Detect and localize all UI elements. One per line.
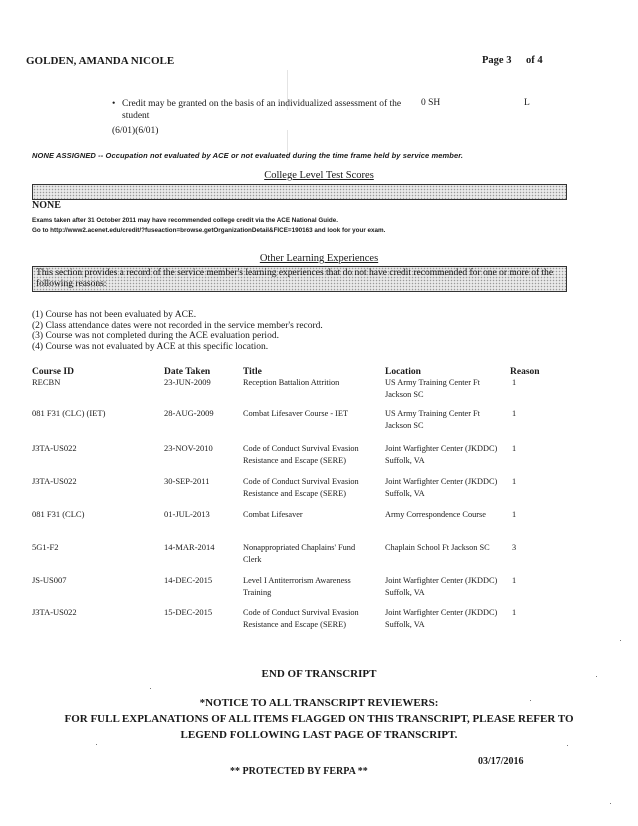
bullet-icon: • xyxy=(112,99,116,109)
reason-code: 1 xyxy=(512,477,517,486)
section-title-other-learning: Other Learning Experiences xyxy=(259,253,379,264)
reason-code: 1 xyxy=(512,409,517,418)
date-taken: 28-AUG-2009 xyxy=(164,408,214,418)
date-taken: 14-DEC-2015 xyxy=(164,575,213,585)
course-location: US Army Training Center Ft Jackson SC xyxy=(385,409,480,430)
date-taken: 23-JUN-2009 xyxy=(164,377,211,387)
course-id: 5G1-F2 xyxy=(32,542,59,552)
reason-code: 1 xyxy=(512,608,517,617)
course-location: Joint Warfighter Center (JKDDC) Suffolk, VA xyxy=(385,608,498,629)
credit-note xyxy=(112,98,412,122)
credit-date: (6/01)(6/01) xyxy=(112,126,159,136)
course-location: US Army Training Center Ft Jackson SC xyxy=(385,378,480,399)
reason-item: (2) Class attendance dates were not recorded in the service member's record. xyxy=(32,320,323,331)
course-title: Combat Lifesaver Course - IET xyxy=(243,409,349,418)
legend-reference-line-1: FOR FULL EXPLANATIONS OF ALL ITEMS FLAGGED ON THIS TRANSCRIPT, PLEASE REFER TO xyxy=(64,713,574,725)
course-title: Reception Battalion Attrition xyxy=(243,378,340,387)
transcript-date: 03/17/2016 xyxy=(478,756,524,767)
reason-list xyxy=(32,310,323,352)
course-id: 081 F31 (CLC) (IET) xyxy=(32,408,106,418)
scan-speck xyxy=(596,676,597,677)
date-taken: 30-SEP-2011 xyxy=(164,476,210,486)
course-location: Army Correspondence Course xyxy=(385,510,486,519)
course-title: Code of Conduct Survival Evasion Resistance and Escape (SERE) xyxy=(243,477,359,498)
course-location: Joint Warfighter Center (JKDDC) Suffolk, VA xyxy=(385,444,498,465)
page-total: of 4 xyxy=(526,55,543,66)
course-title: Code of Conduct Survival Evasion Resistance and Escape (SERE) xyxy=(243,444,359,465)
course-title: Nonappropriated Chaplains' Fund Clerk xyxy=(243,543,356,564)
college-tests-note: Exams taken after 31 October 2011 may have recommended college credit via the ACE National Guide. xyxy=(32,217,338,224)
reason-code: 3 xyxy=(512,543,517,552)
column-header-location: Location xyxy=(385,367,421,377)
reason-code: 1 xyxy=(512,444,517,453)
course-id: JS-US007 xyxy=(32,575,67,585)
reason-code: 1 xyxy=(512,576,517,585)
end-of-transcript: END OF TRANSCRIPT xyxy=(261,668,377,680)
credit-hours: 0 SH xyxy=(421,98,441,108)
column-header-title: Title xyxy=(243,367,262,377)
section-title-college-tests: College Level Test Scores xyxy=(264,170,374,181)
section-bar-college-tests xyxy=(32,184,567,200)
reason-item: (1) Course has not been evaluated by ACE. xyxy=(32,310,197,320)
credit-note-text: Credit may be granted on the basis of an individualized assessment of the student xyxy=(122,99,402,121)
credit-level: L xyxy=(524,98,530,108)
course-location: Chaplain School Ft Jackson SC xyxy=(385,543,490,552)
course-location: Joint Warfighter Center (JKDDC) Suffolk, VA xyxy=(385,576,498,597)
college-tests-value: NONE xyxy=(32,200,61,211)
course-title: Combat Lifesaver xyxy=(243,510,303,519)
scan-speck xyxy=(96,744,97,745)
column-header-reason: Reason xyxy=(510,367,540,377)
date-taken: 01-JUL-2013 xyxy=(164,509,210,519)
scan-speck xyxy=(150,688,151,689)
course-id: RECBN xyxy=(32,377,61,387)
course-title: Code of Conduct Survival Evasion Resistance and Escape (SERE) xyxy=(243,608,359,629)
column-header-date-taken: Date Taken xyxy=(164,367,211,377)
reason-item: (4) Course was not evaluated by ACE at this specific location. xyxy=(32,341,269,352)
course-id: J3TA-US022 xyxy=(32,476,77,486)
page-number: Page 3 xyxy=(482,55,512,66)
none-assigned-note: NONE ASSIGNED -- Occupation not evaluated by ACE or not evaluated during the time frame held by service member. xyxy=(32,151,464,160)
reviewer-notice: *NOTICE TO ALL TRANSCRIPT REVIEWERS: xyxy=(199,697,439,709)
reason-item: (3) Course was not completed during the ACE evaluation period. xyxy=(32,331,279,341)
student-name: GOLDEN, AMANDA NICOLE xyxy=(26,55,175,67)
course-id: J3TA-US022 xyxy=(32,607,77,617)
scan-speck xyxy=(620,640,621,641)
course-id: J3TA-US022 xyxy=(32,443,77,453)
course-id: 081 F31 (CLC) xyxy=(32,509,85,519)
ferpa-notice: ** PROTECTED BY FERPA ** xyxy=(230,766,368,777)
reason-code: 1 xyxy=(512,510,517,519)
course-title: Level I Antiterrorism Awareness Training xyxy=(243,576,351,597)
legend-reference-line-2: LEGEND FOLLOWING LAST PAGE OF TRANSCRIPT. xyxy=(180,729,458,741)
other-learning-description: This section provides a record of the service member's learning experiences that do not have credit recommended for one or more of the following reasons: xyxy=(36,268,554,289)
reason-code: 1 xyxy=(512,378,517,387)
course-location: Joint Warfighter Center (JKDDC) Suffolk, VA xyxy=(385,477,498,498)
college-tests-link-note: Go to http://www2.acenet.edu/credit/?fuseaction=browse.getOrganizationDetail&FICE=190163 and look for your exam. xyxy=(32,227,386,234)
date-taken: 23-NOV-2010 xyxy=(164,443,213,453)
date-taken: 14-MAR-2014 xyxy=(164,542,215,552)
scan-speck xyxy=(567,745,568,746)
date-taken: 15-DEC-2015 xyxy=(164,607,213,617)
scan-speck xyxy=(610,803,611,804)
column-header-course-id: Course ID xyxy=(32,367,74,377)
scan-speck xyxy=(530,700,531,701)
section-bar-other-learning xyxy=(32,266,567,292)
